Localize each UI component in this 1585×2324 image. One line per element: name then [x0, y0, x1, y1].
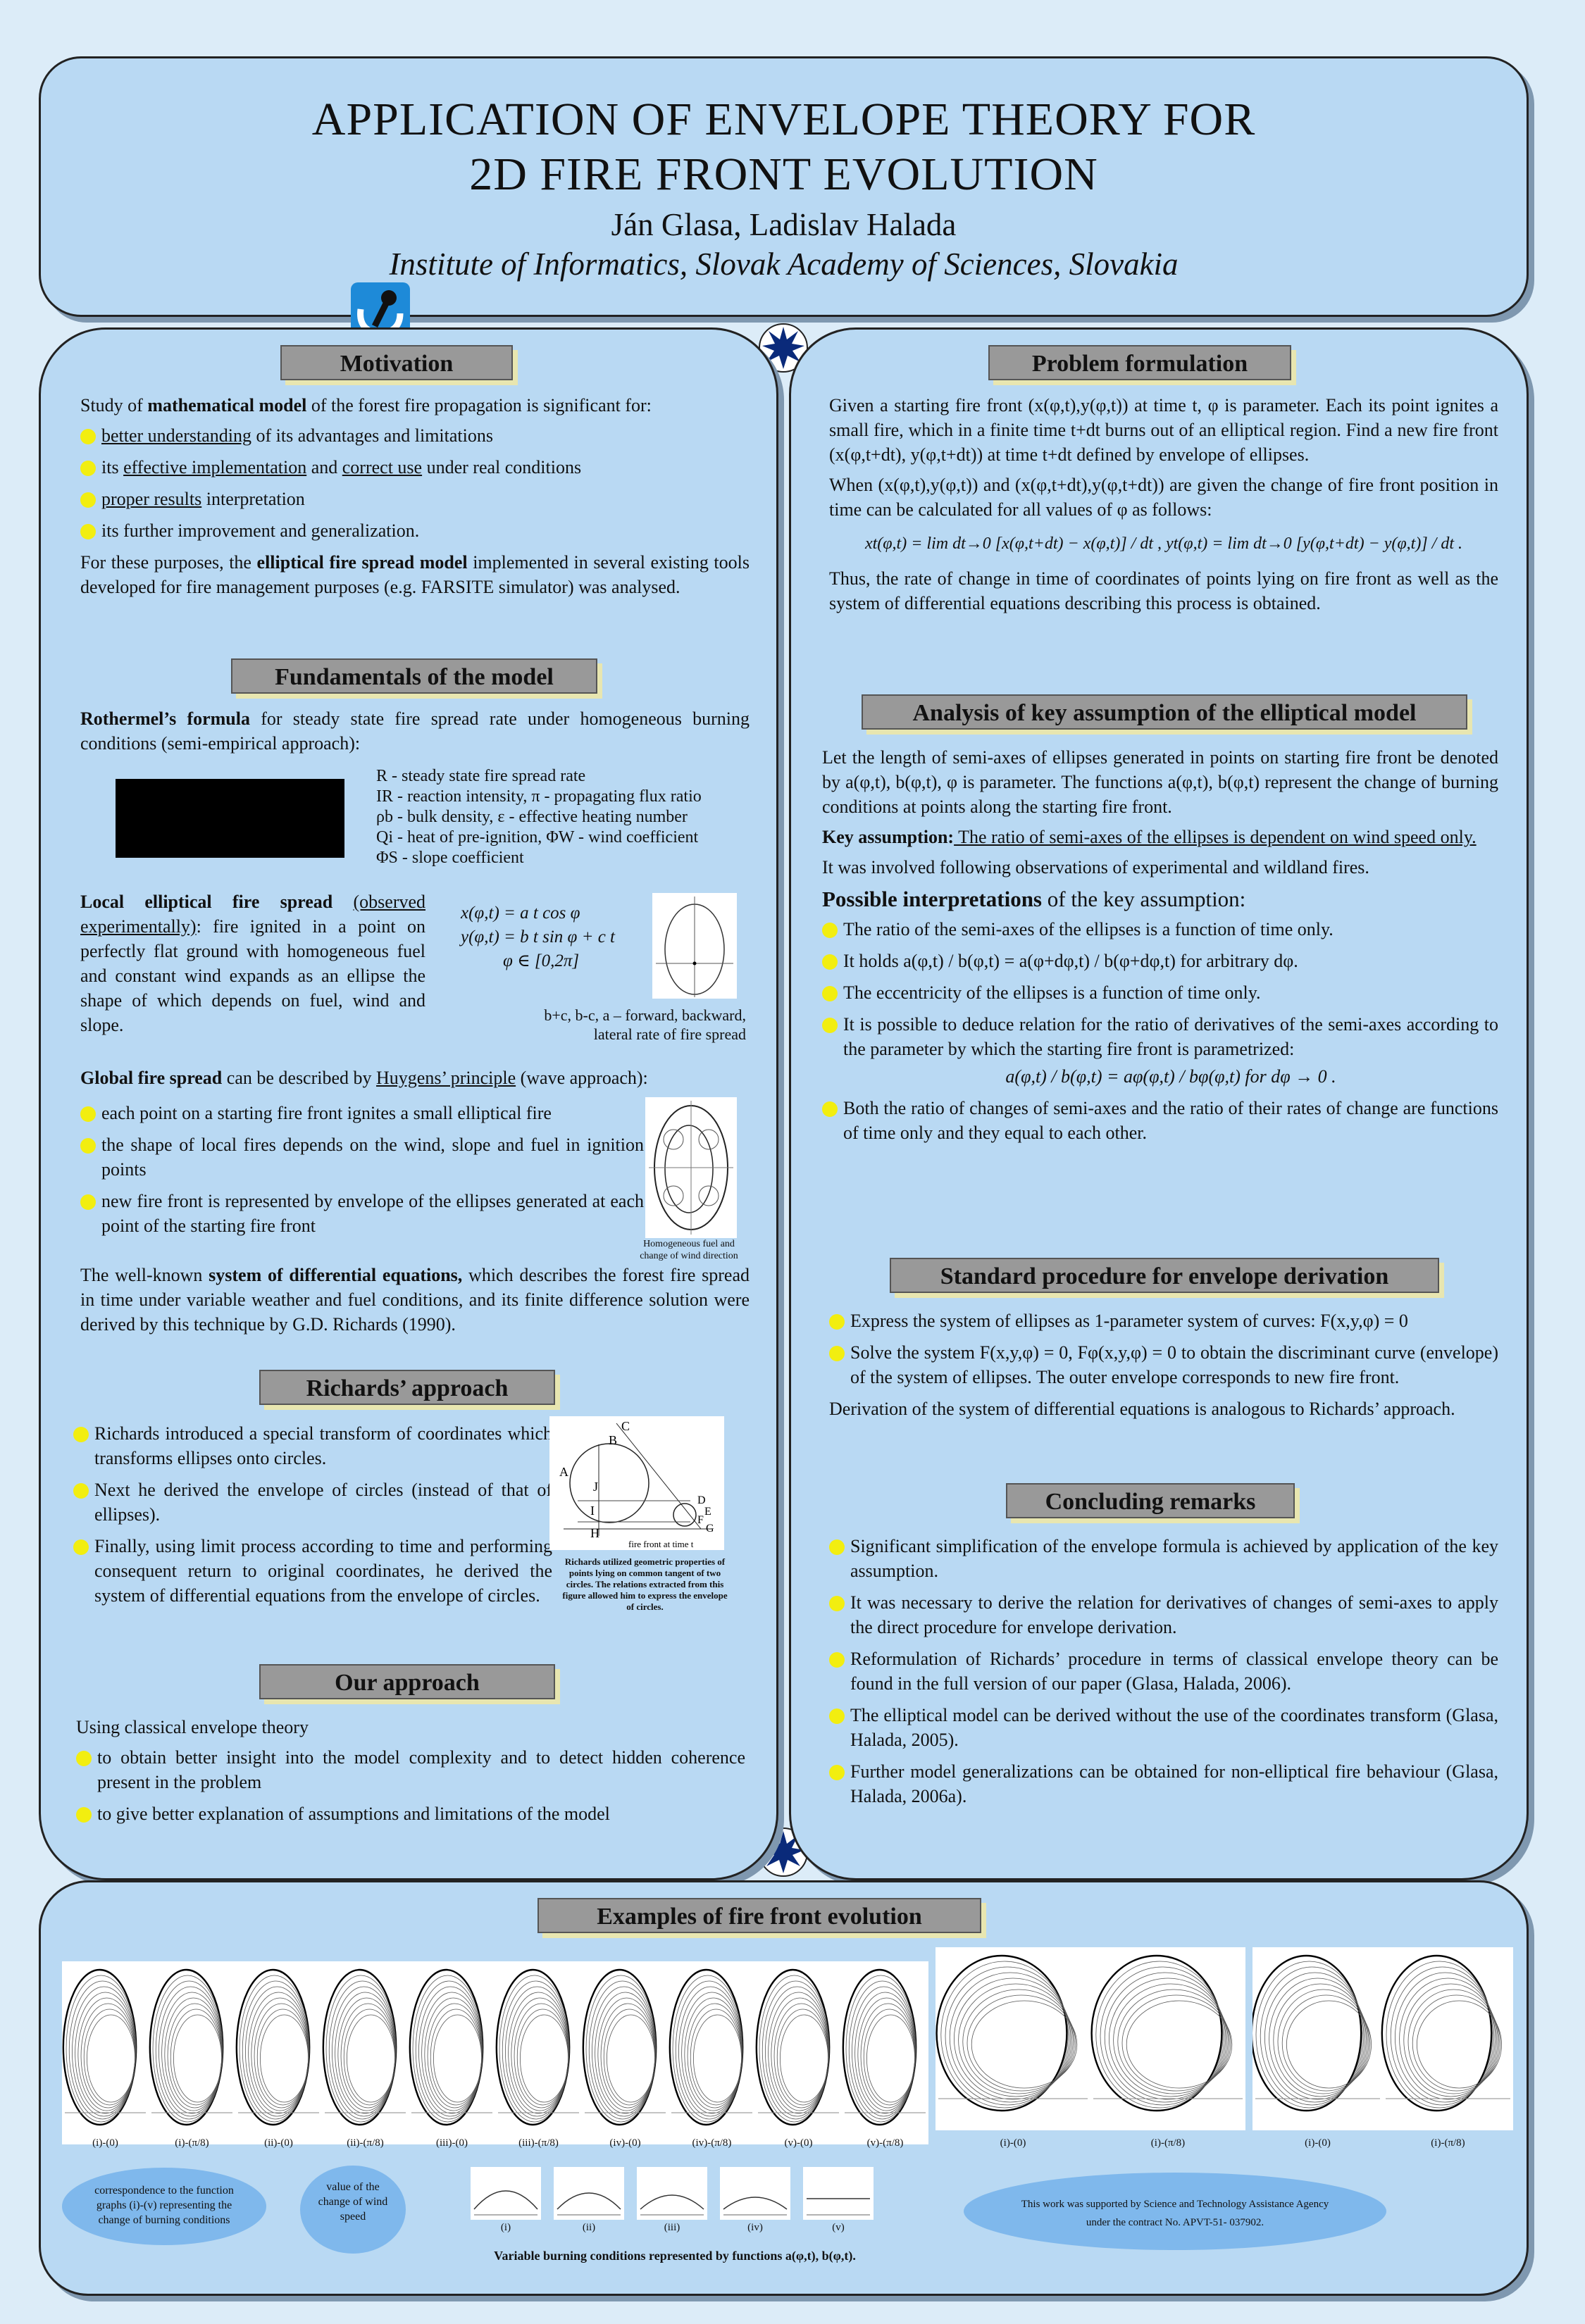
- envelope-ellipse: [347, 2015, 394, 2102]
- condition-graph: [554, 2167, 624, 2220]
- analysis-body: Let the length of semi-axes of ellipses generated in points on starting fire front be denoted by a(φ,t), b(φ,t), φ is parameter. The functions a(φ,t), b(φ,t) represent the change of burning conditions at points along the starting fire front. Key assumption: The ratio of semi-axes of the ellipses is dependent on wind speed only. It was involved following observations of experimental and wildland fires. Possible interpretations of the key assumption: The ratio of the semi-axes of the ellipses is a function of time only. It holds a(φ,t) / b(φ,t) = a(φ+dφ,t) / b(φ+dφ,t) for arbitrary dφ. The eccentricity of the ellipses is a function of time only. It is possible to deduce relation for the ratio of derivatives of the semi-axes according to the parameter by which the starting fire front is parametrized: a(φ,t) / b(φ,t) = aφ(φ,t) / bφ(φ,t) for dφ → 0 . Both the ratio of changes of semi-axes and the ratio of their rates of change are functions of time only and they equal to each other.: [822, 745, 1498, 1152]
- graph-label: (iv): [747, 2222, 763, 2233]
- poster-title: APPLICATION OF ENVELOPE THEORY FOR 2D FIRE FRONT EVOLUTION: [311, 94, 1256, 200]
- wind-speed-note: value of the change of wind speed: [300, 2166, 406, 2254]
- svg-text:I: I: [590, 1504, 595, 1518]
- bottom-panel: [39, 1880, 1529, 2296]
- envelope-ellipse: [607, 2015, 654, 2102]
- list-item: The elliptical model can be derived without the use of the coordinates transform (Glasa, Halada, 2005).: [829, 1703, 1498, 1752]
- fire-front-figure-group: [936, 1947, 1245, 2130]
- condition-curve: [723, 2197, 787, 2209]
- condition-graph: [471, 2167, 541, 2220]
- figure-label: (v)-(π/8): [866, 2137, 904, 2149]
- spread-rate-caption: b+c, b-c, a – forward, backward, lateral rate of fire spread: [544, 1006, 746, 1043]
- svg-text:J: J: [593, 1480, 599, 1494]
- envelope-ellipse: [173, 2015, 221, 2102]
- list-item: each point on a starting fire front ignites a small elliptical fire: [80, 1101, 644, 1125]
- section-heading-problem: Problem formulation: [988, 345, 1291, 380]
- rothermel-legend: R - steady state fire spread rate IR - reaction intensity, π - propagating flux ratio ρb - bulk density, ε - effective heating number Qi - heat of pre-ignition, ΦW - wind coefficient ΦS - slope coefficient: [376, 767, 702, 867]
- envelope-ellipse: [520, 2015, 568, 2102]
- list-item: Reformulation of Richards’ procedure in terms of classical envelope theory can be found in the full version of our paper (Glasa, Halada, 2006).: [829, 1647, 1498, 1696]
- envelope-ellipse: [1382, 1956, 1491, 2111]
- figure-label: (i)-(0): [1305, 2137, 1331, 2149]
- right-panel: [789, 327, 1529, 1880]
- list-item: Richards introduced a special transform of coordinates which transforms ellipses onto circles.: [73, 1421, 552, 1470]
- burning-condition-graphs: [471, 2167, 879, 2234]
- svg-text:F: F: [697, 1514, 704, 1526]
- figure-label: (v)-(0): [784, 2137, 813, 2149]
- richards-figure: [549, 1416, 724, 1550]
- huygens-caption: Homogeneous fuel and change of wind direction: [640, 1239, 738, 1261]
- rothermel-text: Rothermel’s formula for steady state fire spread rate under homogeneous burning conditions (semi-empirical approach):: [80, 708, 750, 754]
- figure-label: (iii)-(π/8): [518, 2137, 559, 2149]
- graph-label: (i): [500, 2222, 511, 2233]
- problem-body: Given a starting fire front (x(φ,t),y(φ,t)) at time t, φ is parameter. Each its point ignites a small fire, which in a finite time t+dt burns out of an elliptical region. Find a new fire front (x(φ,t+dt), y(φ,t+dt)) at time t+dt defined by envelope of ellipses. When (x(φ,t),y(φ,t)) and (x(φ,t+dt),y(φ,t+dt)) are given the change of fire front position in time can be calculated for all values of φ as follows: xt(φ,t) = lim dt→0 [x(φ,t+dt) − x(φ,t)] / dt , yt(φ,t) = lim dt→0 [y(φ,t+dt) − y(φ,t)] / dt . Thus, the rate of change in time of coordinates of points lying on fire front as well as the system of differential equations describing this process is obtained.: [829, 395, 1498, 613]
- motivation-body: Study of mathematical model of the forest fire propagation is significant for: better understanding of its advantages and limitations its effective implementation and correct use under real conditions proper results interpretation its further improvement and generalization. For these purposes, the elliptical fire spread model implemented in several existing tools developed for fire management purposes (e.g. FARSITE simulator) was analysed.: [80, 395, 750, 597]
- list-item: its effective implementation and correct use under real conditions: [80, 455, 750, 480]
- figure-labels: [62, 2137, 1513, 2156]
- fundamentals-closing: The well-known system of differential equations, which describes the forest fire spread in time under variable weather and fuel conditions, and its finite difference solution were derived by this technique by G.D. Richards (1990).: [80, 1265, 750, 1335]
- local-spread-text: Local elliptical fire spread (observed experimentally): fire ignited in a point on perfectly flat ground with homogeneous fuel and constant wind expands as an ellipse the shape of which depends on fuel, wind and slope.: [80, 892, 426, 1035]
- derivative-formula: xt(φ,t) = lim dt→0 [x(φ,t+dt) − x(φ,t)] / dt , yt(φ,t) = lim dt→0 [y(φ,t+dt) − y(φ,t)] / dt .: [864, 535, 1463, 553]
- graphs-caption: Variable burning conditions represented by functions a(φ,t), b(φ,t).: [494, 2249, 856, 2263]
- list-item: Both the ratio of changes of semi-axes and the ratio of their rates of change are functions of time only and they equal to each other.: [822, 1096, 1498, 1145]
- figure-label: (i)-(π/8): [1431, 2137, 1465, 2149]
- institute: Institute of Informatics, Slovak Academy of Sciences, Slovakia: [389, 246, 1179, 282]
- section-heading-motivation: Motivation: [280, 345, 513, 380]
- condition-curve: [640, 2195, 704, 2209]
- list-item: It was necessary to derive the relation for derivatives of changes of semi-axes to apply the direct procedure for envelope derivation.: [829, 1590, 1498, 1639]
- section-heading-our-approach: Our approach: [259, 1664, 555, 1699]
- figure-label: (iii)-(0): [436, 2137, 468, 2149]
- authors: Ján Glasa, Ladislav Halada: [611, 207, 957, 242]
- figure-label: (ii)-(π/8): [347, 2137, 384, 2149]
- global-spread-bullets: [80, 1101, 644, 1245]
- concluding-body: [829, 1534, 1498, 1816]
- figure-label: (i)-(0): [1000, 2137, 1026, 2149]
- condition-graph: [720, 2167, 790, 2220]
- list-item: Next he derived the envelope of circles (instead of that of ellipses).: [73, 1478, 552, 1527]
- list-item: to give better explanation of assumptions and limitations of the model: [76, 1801, 745, 1826]
- condition-curve: [474, 2191, 537, 2209]
- section-heading-fundamentals: Fundamentals of the model: [231, 658, 597, 694]
- list-item: the shape of local fires depends on the wind, slope and fuel in ignition points: [80, 1132, 644, 1182]
- section-heading-richards: Richards’ approach: [259, 1370, 555, 1405]
- list-item: Finally, using limit process according to time and performing consequent return to original coordinates, he derived the system of differential equations from the envelope of circles.: [73, 1534, 552, 1608]
- list-item: new fire front is represented by envelope of the ellipses generated at each point of the starting fire front: [80, 1189, 644, 1238]
- svg-text:G: G: [706, 1523, 714, 1535]
- left-panel: [39, 327, 778, 1880]
- ellipse-equations: x(φ,t) = a t cos φ y(φ,t) = b t sin φ + c t φ ∈ [0,2π]: [461, 904, 616, 970]
- svg-text:C: C: [621, 1419, 630, 1433]
- svg-text:B: B: [609, 1433, 618, 1447]
- svg-text:A: A: [559, 1465, 568, 1479]
- list-item: Further model generalizations can be obtained for non-elliptical fire behaviour (Glasa, Halada, 2006a).: [829, 1759, 1498, 1808]
- svg-text:H: H: [590, 1526, 599, 1540]
- graph-label: (ii): [582, 2222, 596, 2233]
- richards-caption: Richards utilized geometric properties of points lying on common tangent of two circles. The relations extracted from this figure allowed him to express the envelope of circles.: [562, 1556, 728, 1612]
- figure-label: (i)-(π/8): [1150, 2137, 1186, 2149]
- list-item: Significant simplification of the envelope formula is achieved by application of the key assumption.: [829, 1534, 1498, 1583]
- graph-label: (v): [832, 2222, 845, 2233]
- list-item: It is possible to deduce relation for the ratio of derivatives of the semi-axes according to the parameter by which the starting fire front is parametrized: a(φ,t) / b(φ,t) = aφ(φ,t) / bφ(φ,t) for dφ → 0 .: [822, 1012, 1498, 1089]
- list-item: proper results interpretation: [80, 487, 750, 511]
- list-item: to obtain better insight into the model complexity and to detect hidden coherence present in the problem: [76, 1745, 745, 1794]
- support-note: This work was supported by Science and Technology Assistance Agency under the contract No. APVT-51- 037902.: [964, 2173, 1386, 2250]
- list-item: Express the system of ellipses as 1-parameter system of curves: F(x,y,φ) = 0: [829, 1308, 1498, 1333]
- section-heading-examples: Examples of fire front evolution: [537, 1898, 981, 1933]
- ellipse-figure: [652, 893, 737, 999]
- envelope-ellipse: [260, 2015, 308, 2102]
- envelope-ellipse: [780, 2015, 828, 2102]
- envelope-ellipse: [866, 2015, 914, 2102]
- condition-graph: [803, 2167, 874, 2220]
- global-spread-intro: Global fire spread can be described by Huygens’ principle (wave approach):: [80, 1068, 648, 1088]
- section-heading-analysis: Analysis of key assumption of the elliptical model: [862, 694, 1467, 730]
- fire-front-figure-group: [62, 1961, 928, 2144]
- list-item: It holds a(φ,t) / b(φ,t) = a(φ+dφ,t) / b(φ+dφ,t) for arbitrary dφ.: [822, 949, 1498, 973]
- rothermel-formula-image: [116, 779, 344, 858]
- figure-label: (i)-(0): [92, 2137, 118, 2149]
- fire-front-figures: [62, 1947, 1513, 2159]
- figure-label: (iv)-(π/8): [692, 2137, 732, 2149]
- burning-conditions-note: correspondence to the function graphs (i)-(v) representing the change of burning conditions: [62, 2168, 266, 2245]
- section-heading-concluding: Concluding remarks: [1006, 1483, 1295, 1518]
- figure-label: (ii)-(0): [264, 2137, 293, 2149]
- list-item: The ratio of the semi-axes of the ellipses is a function of time only.: [822, 917, 1498, 942]
- fire-front-figure-group: [1253, 1947, 1513, 2130]
- envelope-ellipse: [433, 2015, 481, 2102]
- huygens-figure: [645, 1097, 737, 1238]
- list-item: its further improvement and generalization.: [80, 518, 750, 543]
- our-approach-body: Using classical envelope theory to obtain better insight into the model complexity and to detect hidden coherence present in the problem to give better explanation of assumptions and limitations of the model: [76, 1715, 745, 1833]
- svg-text:D: D: [697, 1494, 706, 1506]
- title-panel: [39, 56, 1529, 317]
- richards-bullets: [73, 1421, 552, 1615]
- envelope-ellipse: [693, 2015, 741, 2102]
- envelope-ellipse: [87, 2015, 135, 2102]
- svg-text:fire front at time t: fire front at time t: [628, 1539, 694, 1549]
- list-item: The eccentricity of the ellipses is a function of time only.: [822, 980, 1498, 1005]
- condition-graph: [637, 2167, 707, 2220]
- standard-body: Express the system of ellipses as 1-parameter system of curves: F(x,y,φ) = 0 Solve the system F(x,y,φ) = 0, Fφ(x,y,φ) = 0 to obtain the discriminant curve (envelope) of the system of ellipses. The outer envelope corresponds to new fire front. Derivation of the system of differential equations is analogous to Richards’ approach.: [829, 1308, 1498, 1427]
- list-item: better understanding of its advantages and limitations: [80, 423, 750, 448]
- section-heading-standard: Standard procedure for envelope derivation: [890, 1258, 1439, 1293]
- figure-label: (i)-(π/8): [175, 2137, 209, 2149]
- condition-curve: [557, 2193, 621, 2209]
- figure-label: (iv)-(0): [609, 2137, 641, 2149]
- graph-label: (iii): [664, 2222, 680, 2233]
- list-item: Solve the system F(x,y,φ) = 0, Fφ(x,y,φ) = 0 to obtain the discriminant curve (envelope) of the system of ellipses. The outer envelope corresponds to new fire front.: [829, 1340, 1498, 1389]
- svg-text:E: E: [704, 1506, 711, 1518]
